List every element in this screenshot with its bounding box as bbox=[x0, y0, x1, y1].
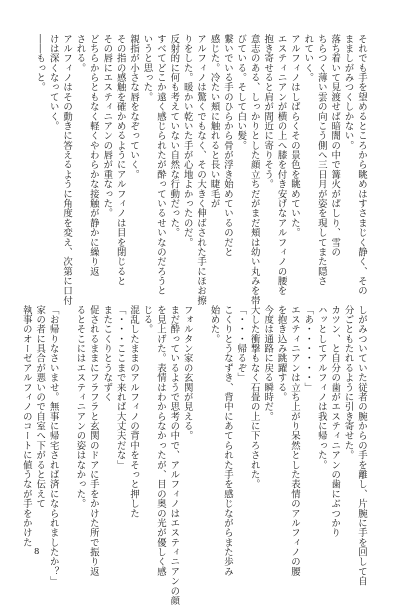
text-line: を抱き込み跳躍する。 bbox=[275, 305, 287, 402]
text-line: 混乱したままのアルフィノの背中をそっと押した bbox=[128, 305, 140, 519]
text-line: けは深くなっていく。 bbox=[47, 34, 59, 131]
text-line: まだ酔っているようで思考の中で、アルフィノはエスティニアンの顔 bbox=[168, 305, 180, 605]
text-line: その唇にエスティニアンの唇が重なった。 bbox=[101, 34, 113, 219]
text-line: またこくりとうなずく bbox=[101, 305, 113, 402]
text-line: 「お帰りなさいませ。無事に帰宅されば済になられましたか？」 bbox=[47, 305, 59, 587]
text-line: 親指が小さな唇をなぞっていく。 bbox=[128, 34, 140, 180]
text-line: エスティニアンが横の上へ膝を付き安げなアルフィノの腰を bbox=[275, 34, 287, 296]
text-line: エスティニアンは立ち上がり呆然とした表情のアルフィノの腰 bbox=[288, 305, 300, 577]
text-line: 抱き寄せると肩が間近に寄りそう。 bbox=[262, 34, 274, 190]
lower-text-block bbox=[19, 305, 368, 605]
text-line: カツン、と自分の歯がエスティニアンの歯にぶつかり bbox=[329, 305, 341, 538]
text-line: いうと思った。 bbox=[141, 34, 153, 102]
text-line: 大した衝撃もなく石畳の上に下ろされた。 bbox=[248, 305, 260, 490]
text-line: 意志のある、しっかりとした顔立ちだがまだ頬は幼い丸みを帯 bbox=[248, 34, 260, 306]
text-line: じる。 bbox=[141, 305, 153, 335]
page-number: 8 bbox=[34, 547, 40, 557]
upper-text-block bbox=[33, 34, 368, 306]
text-line: 「・・・帰るぞ」 bbox=[235, 305, 247, 383]
text-line: 執事のオーゼアルフィノのコートに値うなが手をかけた bbox=[20, 305, 32, 548]
text-line: それでも手を望めるところから眺めはすさまじく静く、その bbox=[356, 34, 367, 296]
text-line: アルフィノはしばらくその景色を眺めていた。 bbox=[288, 34, 300, 238]
text-line: るとそこにはエスティニアンの姿はなかった。 bbox=[74, 305, 86, 509]
text-line: 繋いでいる手のひらから骨が浮き始めているのだと bbox=[221, 34, 233, 257]
text-line: れていく。 bbox=[302, 34, 314, 83]
text-line: 分ごともたれるように引き寄せた。 bbox=[342, 305, 354, 461]
text-line: 「あ・・・・・・」 bbox=[302, 305, 314, 393]
text-line: 家の者に具合が悪いので自室へ下がると伝えて bbox=[34, 305, 46, 509]
text-line: りをした。暖かい乾いた手が心地よかったのだ。 bbox=[181, 34, 193, 248]
text-line: フォルタン家の玄関が見える。 bbox=[181, 305, 193, 441]
text-line: ――もっと。 bbox=[34, 34, 46, 93]
text-line: 感じた。冷たい頬に触れると長い睫毛が bbox=[208, 34, 220, 209]
text-line: 反射的に何も考えていない自然な行動だった。 bbox=[168, 34, 180, 238]
text-line: アルフィノはその動きに答えるように角度を変え、次第に口付 bbox=[61, 34, 73, 306]
text-line bbox=[60, 305, 73, 540]
text-line bbox=[194, 305, 207, 540]
text-line: すべてどこか遠く感じられたが酔っているせいなのだろうと bbox=[154, 34, 166, 296]
text-line: 始めた。 bbox=[208, 305, 220, 344]
text-line: ちらつく薄い雲の向こう側へ三日月が姿を現してまた隠さ bbox=[315, 34, 327, 286]
text-line: しがみついていた従者の腕からの手を離し、片腕に手を回して自 bbox=[356, 305, 367, 587]
text-line: びている。そして白い髪。 bbox=[235, 34, 247, 151]
text-line: アルフィノは驚くでもなく、その大きく伸ばされた手にほお擦 bbox=[195, 34, 207, 306]
text-line: ハッとしてアルフィノは我に帰った。 bbox=[315, 305, 327, 470]
text-line: 落ち着いて見渡せば暗闇の中で篝火がぱしり、雪の bbox=[329, 34, 341, 257]
text-line: こくりとうなずき、背中にあてられた手を感じながらまた歩み bbox=[221, 305, 233, 577]
text-line: 促されるままにフラフラと玄関のドアに手をかけた所で振り返 bbox=[87, 305, 99, 577]
text-line: 「・・・ここまで来れば大丈夫だな」 bbox=[114, 305, 126, 470]
text-line: を見上げた。表情はわからなかったが、目の奥の光が優しく感 bbox=[154, 305, 166, 577]
text-line: まましがみつくしかない。 bbox=[342, 34, 354, 151]
text-line: その指の感触を確かめるようにアルフィノは目を閉じると bbox=[114, 34, 126, 286]
text-line: される。 bbox=[74, 34, 86, 73]
text-line: どちらからともなく軽くやわらかな接触が静かに繰り返 bbox=[87, 34, 99, 277]
text-line: 今度は通路に戻る瞬時だ。 bbox=[262, 305, 274, 422]
